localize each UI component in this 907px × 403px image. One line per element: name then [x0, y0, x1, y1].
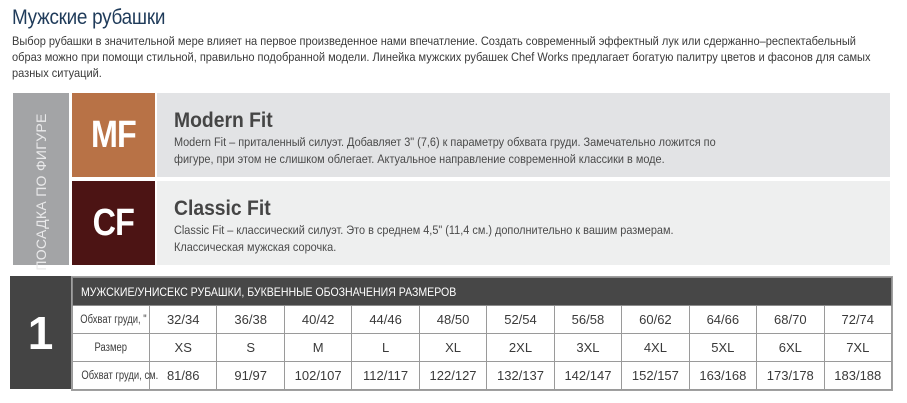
table-cell: 4XL	[622, 334, 689, 362]
intro-text	[12, 33, 871, 82]
row-label: Обхват груди, "	[73, 306, 150, 334]
table-cell: 3XL	[554, 334, 621, 362]
table-cell: 2XL	[487, 334, 554, 362]
table-cell: M	[284, 334, 351, 362]
table-cell: 122/127	[419, 362, 486, 390]
intro-line: образ можно при помощи стильной, правильно подобранной модели. Линейка мужских рубашек Chef Works предлагает богатую палитру цветов и фасонов для самых	[12, 50, 871, 65]
table-cell: 7XL	[824, 334, 891, 362]
table-cell: S	[217, 334, 284, 362]
modern-fit-badge: MF	[72, 93, 155, 177]
table-cell: 68/70	[757, 306, 824, 334]
table-cell: 72/74	[824, 306, 891, 334]
fit-desc-line: фигуре, при этом не слишком облегает. Актуальное направление современной классики в моде.	[174, 151, 665, 166]
table-cell: XL	[419, 334, 486, 362]
fit-desc-line: Классическая мужская сорочка.	[174, 239, 337, 254]
table-cell: L	[352, 334, 419, 362]
fit-desc-line: Classic Fit – классический силуэт. Это в среднем 4,5" (11,4 см.) дополнительно к вашим размерам.	[174, 223, 674, 237]
table-cell: 48/50	[419, 306, 486, 334]
classic-fit-badge: CF	[72, 181, 155, 265]
fit-side-bar	[13, 93, 69, 271]
table-cell: 142/147	[554, 362, 621, 390]
page-title: Мужские рубашки	[12, 6, 166, 29]
table-cell: 91/97	[217, 362, 284, 390]
table-cell: 60/62	[622, 306, 689, 334]
table-cell: 64/66	[689, 306, 756, 334]
row-label: Обхват груди, см.	[73, 362, 150, 390]
fit-desc-line: Modern Fit – приталенный силуэт. Добавляет 3" (7,6) к параметру обхвата груди. Замечательно ложится по	[174, 135, 716, 149]
table-cell: 183/188	[824, 362, 891, 390]
table-cell: 102/107	[284, 362, 351, 390]
fit-side-label: ПОСАДКА ПО ФИГУРЕ	[33, 113, 49, 271]
intro-line: Выбор рубашки в значительной мере влияет на первое произведенное нами впечатление. Создать современный эффектный лук или сдержанно–респектабельный	[12, 34, 856, 48]
table-cell: 6XL	[757, 334, 824, 362]
table-cell: 5XL	[689, 334, 756, 362]
intro-line: разных ситуаций.	[12, 66, 102, 81]
classic-fit-panel	[157, 181, 890, 265]
table-cell: 81/86	[150, 362, 217, 390]
table-row	[73, 306, 892, 334]
size-table-header: МУЖСКИЕ/УНИСЕКС РУБАШКИ, БУКВЕННЫЕ ОБОЗНАЧЕНИЯ РАЗМЕРОВ	[73, 278, 892, 306]
size-table	[71, 276, 893, 391]
table-cell: 40/42	[284, 306, 351, 334]
table-cell: 173/178	[757, 362, 824, 390]
table-row	[73, 362, 892, 390]
fit-description	[174, 134, 716, 167]
table-cell: 56/58	[554, 306, 621, 334]
modern-fit-panel	[157, 93, 890, 177]
table-cell: 132/137	[487, 362, 554, 390]
table-cell: 32/34	[150, 306, 217, 334]
table-cell: 152/157	[622, 362, 689, 390]
table-cell: 36/38	[217, 306, 284, 334]
chart-number: 1	[10, 276, 71, 389]
table-cell: 52/54	[487, 306, 554, 334]
table-cell: 163/168	[689, 362, 756, 390]
table-cell: XS	[150, 334, 217, 362]
fit-description	[174, 222, 673, 255]
fit-name: Modern Fit	[174, 109, 273, 132]
table-cell: 44/46	[352, 306, 419, 334]
table-row	[73, 334, 892, 362]
row-label: Размер	[73, 334, 150, 362]
fit-name: Classic Fit	[174, 197, 271, 220]
table-cell: 112/117	[352, 362, 419, 390]
